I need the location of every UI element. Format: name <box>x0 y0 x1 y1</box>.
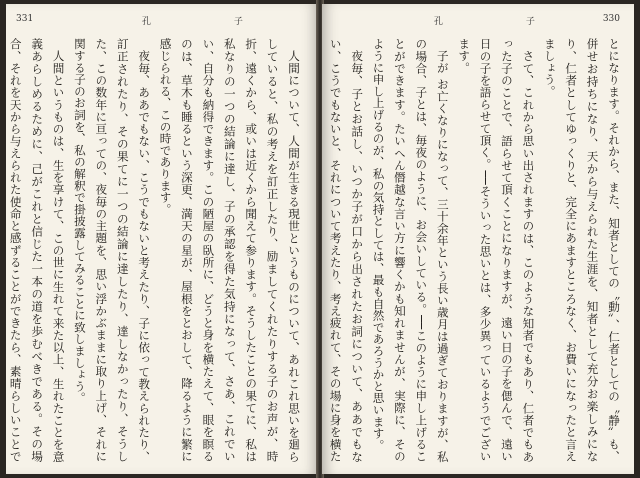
left-page-body <box>8 38 304 462</box>
right-page-number: 330 <box>602 14 620 24</box>
left-page-number: 331 <box>16 14 34 24</box>
right-paragraph-2: 子が お亡くなりになって、三十余年という長い歳月は過ぎておりますが、私の場合、子とは、毎夜のように、お会いしている。──このように申し上げることができます。たいへん僭越な言い方に響くかも知れませんが、実際に、そのように申し上げるのが、私の気持としては、最も自然であろうかと思います。 <box>371 38 450 462</box>
right-paragraph-3: 夜毎、子とお話し、いつか子が口から出されたお詞について、ああでもない、こうでもないと、それについて考えたり、考え疲れて、その場に身を横た <box>328 38 365 462</box>
left-paragraph-2: 人間というものは、生を享けて、この世に生れて来た以上、生れたことを意義あらしめるために、己がこれと信じた一本の道を歩むべきである。その場合、それを天から与えられた使命と感ずることができたら、素晴らしいことで <box>8 38 66 462</box>
left-running-head: 孔 子 <box>142 17 283 27</box>
right-page <box>322 4 634 474</box>
left-page <box>6 4 318 474</box>
right-paragraph-1: さて、これから思い出されますのは、このような知者でもあり、仁者でもあった子のことで、語らせて頂くことになりますが、遠い日の子を偲んで、遠い日の子を語らせて頂く。──そういった思いとは、多少異っているようでございます。 <box>457 38 536 462</box>
left-paragraph-0: 人間について、人間が生きる現世というものについて、あれこれ思いを廻らしていると、私の考えを訂正したり、励ましてくれたりする子のお声が、時折、遠くから、或いは近くから聞えて参ります。そうしたことの果てに、私は私なりの一つの結論に達し、子の承認を得た気持になって、さあ、これでいい、自分も納得できます。この陋屋の臥所に、どうと身を横たえて、眼を瞑るのは、草木も睡るという深更、満天の星が、屋根をとおして、降るように繁に感じられる、この時であります。 <box>158 38 301 462</box>
left-paragraph-1: 夜毎、ああでもない、こうでもないと考えたり、子に依って教えられたり、訂正されたり、その果てに一つの結論に達したり、達しなかったり、そうした、この数年に亘っての、夜毎の主題を、思い浮かぶままに取り上げ、それに関する子のお詞を、私の解釈で掛披露してみることに致しましょう。 <box>72 38 152 462</box>
right-page-body <box>328 38 624 462</box>
right-paragraph-0: とになります。それから、また、知者としての〝動〟、仁者としての〝静〟も、併せお持ちになり、天から与えられた生涯を、知者として充分お楽しみになり、仁者としてゆっくりと、完全にあますところなく、お費いになったと言えましょう。 <box>542 38 621 462</box>
right-running-head: 孔 子 <box>434 17 575 27</box>
